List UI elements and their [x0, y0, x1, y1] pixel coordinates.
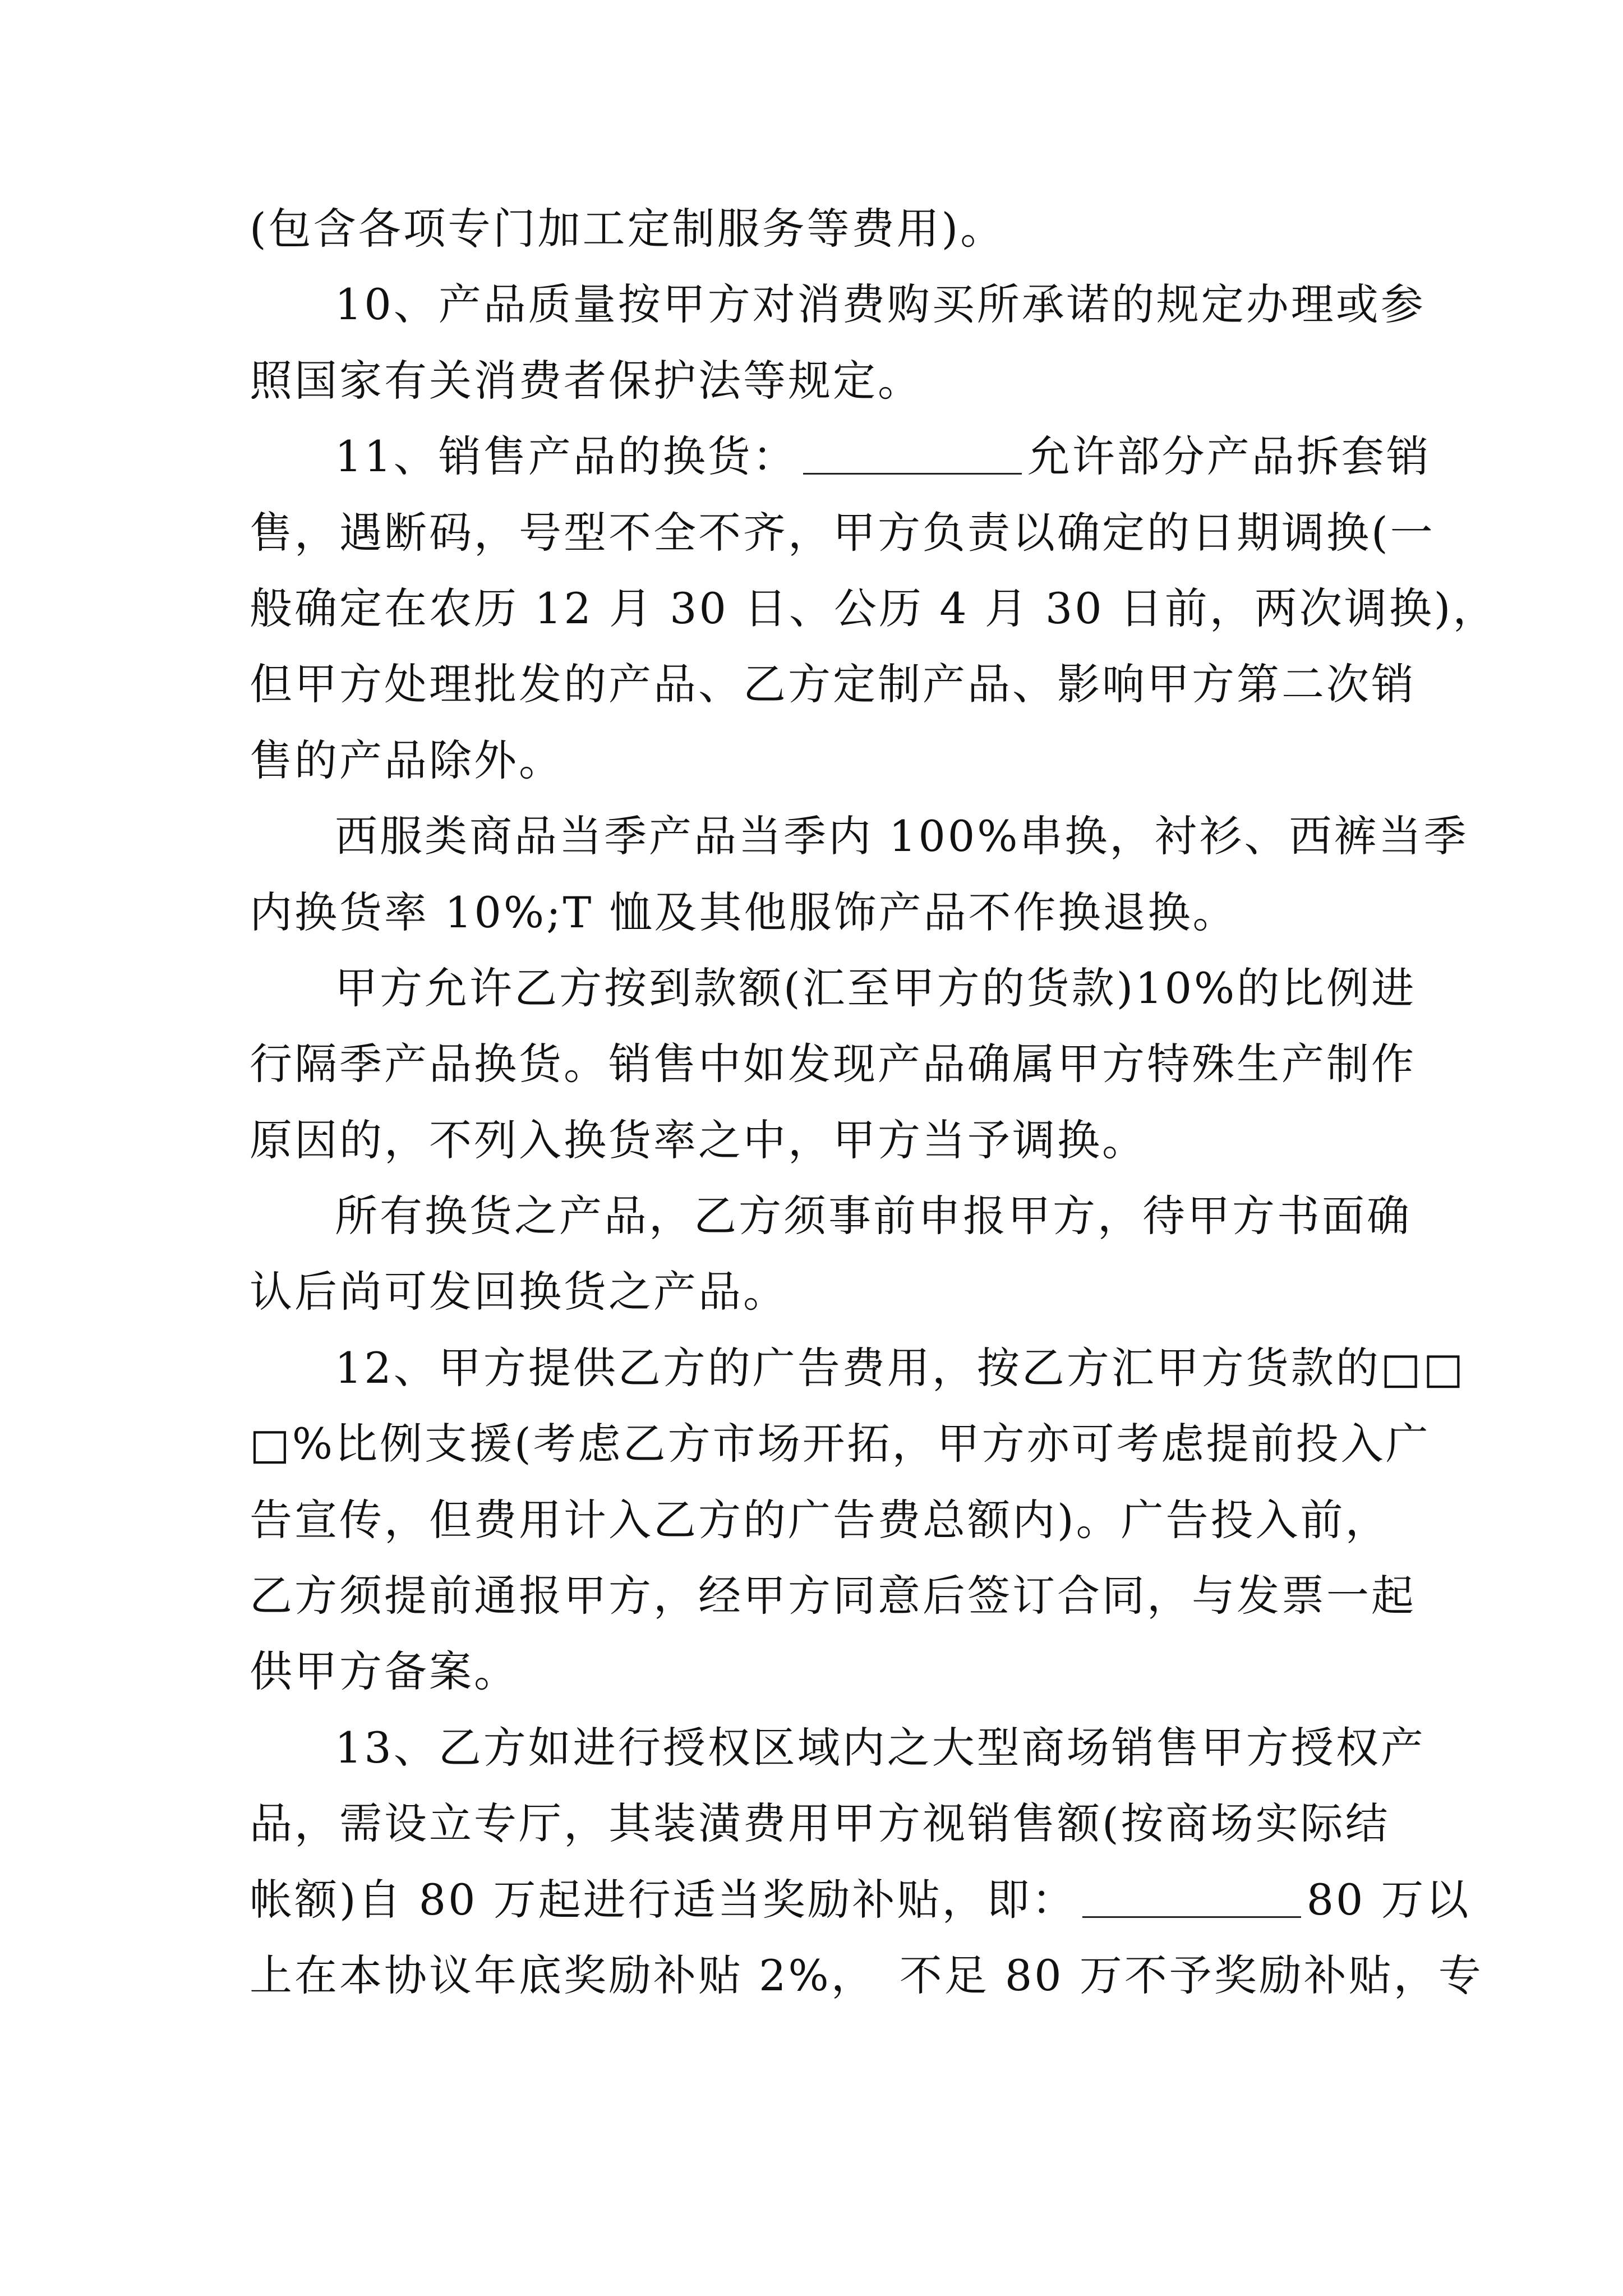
paragraph-line: 照国家有关消费者保护法等规定。 [250, 355, 923, 406]
paragraph-line [250, 418, 1431, 494]
paragraph-line: 内换货率 10%;T 恤及其他服饰产品不作换退换。 [250, 887, 1238, 937]
document-body [250, 191, 1498, 2013]
paragraph-line: 10、产品质量按甲方对消费购买所承诺的规定办理或参 [335, 279, 1426, 330]
paragraph-line [250, 1862, 1471, 1938]
paragraph-line: 售，遇断码，号型不全不齐，甲方负责以确定的日期调换(一 [250, 507, 1435, 558]
paragraph-line: 甲方允许乙方按到款额(汇至甲方的货款)10%的比例进 [335, 963, 1417, 1013]
clause-13-amount: 80 万以 [1306, 1874, 1471, 1925]
paragraph-line: 售的产品除外。 [250, 735, 564, 785]
clause-11-text: 允许部分产品拆套销 [1027, 431, 1431, 482]
fill-in-blank [1082, 1879, 1301, 1918]
paragraph-line: (包含各项专门加工定制服务等费用)。 [250, 204, 1006, 254]
paragraph-line: 但甲方处理批发的产品、乙方定制产品、影响甲方第二次销 [250, 659, 1416, 710]
paragraph-line: 般确定在农历 12 月 30 日、公历 4 月 30 日前，两次调换)， [250, 583, 1498, 633]
paragraph-line: 西服类商品当季产品当季内 100%串换，衬衫、西裤当季 [335, 811, 1469, 862]
paragraph-line: 原因的，不列入换货率之中，甲方当予调换。 [250, 1115, 1147, 1165]
paragraph-line: 乙方须提前通报甲方，经甲方同意后签订合同，与发票一起 [250, 1571, 1416, 1621]
clause-11-heading: 11、销售产品的换货： [335, 431, 797, 482]
paragraph-line: 13、乙方如进行授权区域内之大型商场销售甲方授权产 [335, 1722, 1426, 1773]
paragraph-line: □%比例支援(考虑乙方市场开拓，甲方亦可考虑提前投入广 [250, 1419, 1431, 1469]
paragraph-line: 品，需设立专厅，其装潢费用甲方视销售额(按商场实际结 [250, 1798, 1390, 1849]
paragraph-line: 行隔季产品换货。销售中如发现产品确属甲方特殊生产制作 [250, 1039, 1416, 1089]
paragraph-line: 上在本协议年底奖励补贴 2%， 不足 80 万不予奖励补贴，专 [250, 1950, 1483, 2000]
clause-13-text: 帐额)自 80 万起进行适当奖励补贴，即： [250, 1874, 1077, 1925]
paragraph-line: 供甲方备案。 [250, 1646, 519, 1697]
paragraph-line: 所有换货之产品，乙方须事前申报甲方，待甲方书面确 [335, 1191, 1412, 1241]
paragraph-line: 12、甲方提供乙方的广告费用，按乙方汇甲方货款的□□ [335, 1342, 1466, 1393]
fill-in-blank [803, 436, 1022, 475]
paragraph-line: 认后尚可发回换货之产品。 [250, 1267, 788, 1317]
paragraph-line: 告宣传，但费用计入乙方的广告费总额内)。广告投入前， [250, 1494, 1390, 1545]
